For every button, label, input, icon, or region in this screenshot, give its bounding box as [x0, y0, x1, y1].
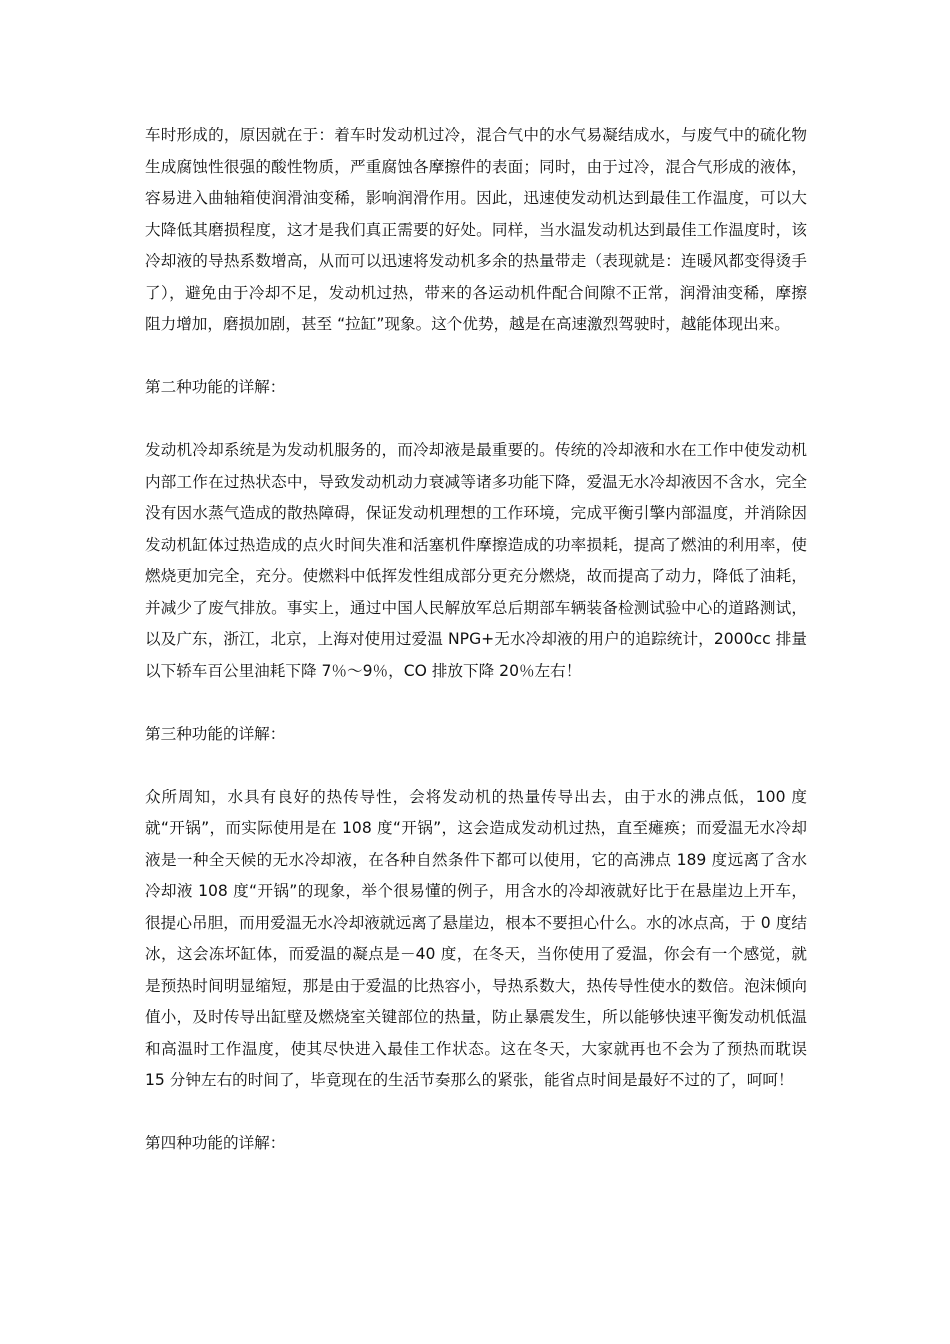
paragraph-intro-continuation: 车时形成的，原因就在于：着车时发动机过冷，混合气中的水气易凝结成水，与废气中的硫化物生成腐蚀性很强的酸性物质，严重腐蚀各摩擦件的表面；同时，由于过冷，混合气形成的液体，容易进入曲轴箱使润滑油变稀，影响润滑作用。因此，迅速使发动机达到最佳工作温度，可以大大降低其磨损程度，这才是我们真正需要的好处。同样，当水温发动机达到最佳工作温度时，该冷却液的导热系数增高，从而可以迅速将发动机多余的热量带走（表现就是：连暖风都变得烫手了），避免由于冷却不足，发动机过热，带来的各运动机件配合间隙不正常，润滑油变稀，摩擦阻力增加，磨损加剧，甚至 “拉缸”现象。这个优势，越是在高速激烈驾驶时，越能体现出来。	[145, 126, 807, 333]
paragraph-second-function: 发动机冷却系统是为发动机服务的，而冷却液是最重要的。传统的冷却液和水在工作中使发动机内部工作在过热状态中，导致发动机动力衰减等诸多功能下降，爱温无水冷却液因不含水，完全没有因水蒸气造成的散热障碍，保证发动机理想的工作环境，完成平衡引擎内部温度，并消除因发动机缸体过热造成的点火时间失准和活塞机件摩擦造成的功率损耗，提高了燃油的利用率，使燃烧更加完全，充分。使燃料中低挥发性组成部分更充分燃烧，故而提高了动力，降低了油耗，并减少了废气排放。事实上，通过中国人民解放军总后期部车辆装备检测试验中心的道路测试，以及广东，浙江，北京，上海对使用过爱温 NPG+无水冷却液的用户的追踪统计，2000cc 排量以下轿车百公里油耗下降 7％～9％，CO 排放下降 20％左右！	[145, 441, 807, 680]
paragraph-third-function: 众所周知，水具有良好的热传导性，会将发动机的热量传导出去，由于水的沸点低，100 度就“开锅”，而实际使用是在 108 度“开锅”，这会造成发动机过热，直至瘫痪；而爱温无水冷却液是一种全天候的无水冷却液，在各种自然条件下都可以使用，它的高沸点 189 度远离了含水冷却液 108 度“开锅”的现象，举个很易懂的例子，用含水的冷却液就好比于在悬崖边上开车，很提心吊胆，而用爱温无水冷却液就远离了悬崖边，根本不要担心什么。水的冰点高，于 0 度结冰，这会冻坏缸体，而爱温的凝点是－40 度，在冬天，当你使用了爱温，你会有一个感觉，就是预热时间明显缩短，那是由于爱温的比热容小，导热系数大，热传导性使水的数倍。泡沫倾向值小，及时传导出缸壁及燃烧室关键部位的热量，防止暴震发生，所以能够快速平衡发动机低温和高温时工作温度，使其尽快进入最佳工作状态。这在冬天，大家就再也不会为了预热而耽误 15 分钟左右的时间了，毕竟现在的生活节奏那么的紧张，能省点时间是最好不过的了，呵呵！	[145, 787, 807, 1089]
section-heading-fourth-function: 第四种功能的详解：	[145, 1134, 286, 1152]
section-heading-third-function: 第三种功能的详解：	[145, 724, 286, 743]
section-heading-second-function: 第二种功能的详解：	[145, 378, 286, 396]
document-body	[145, 120, 807, 1191]
